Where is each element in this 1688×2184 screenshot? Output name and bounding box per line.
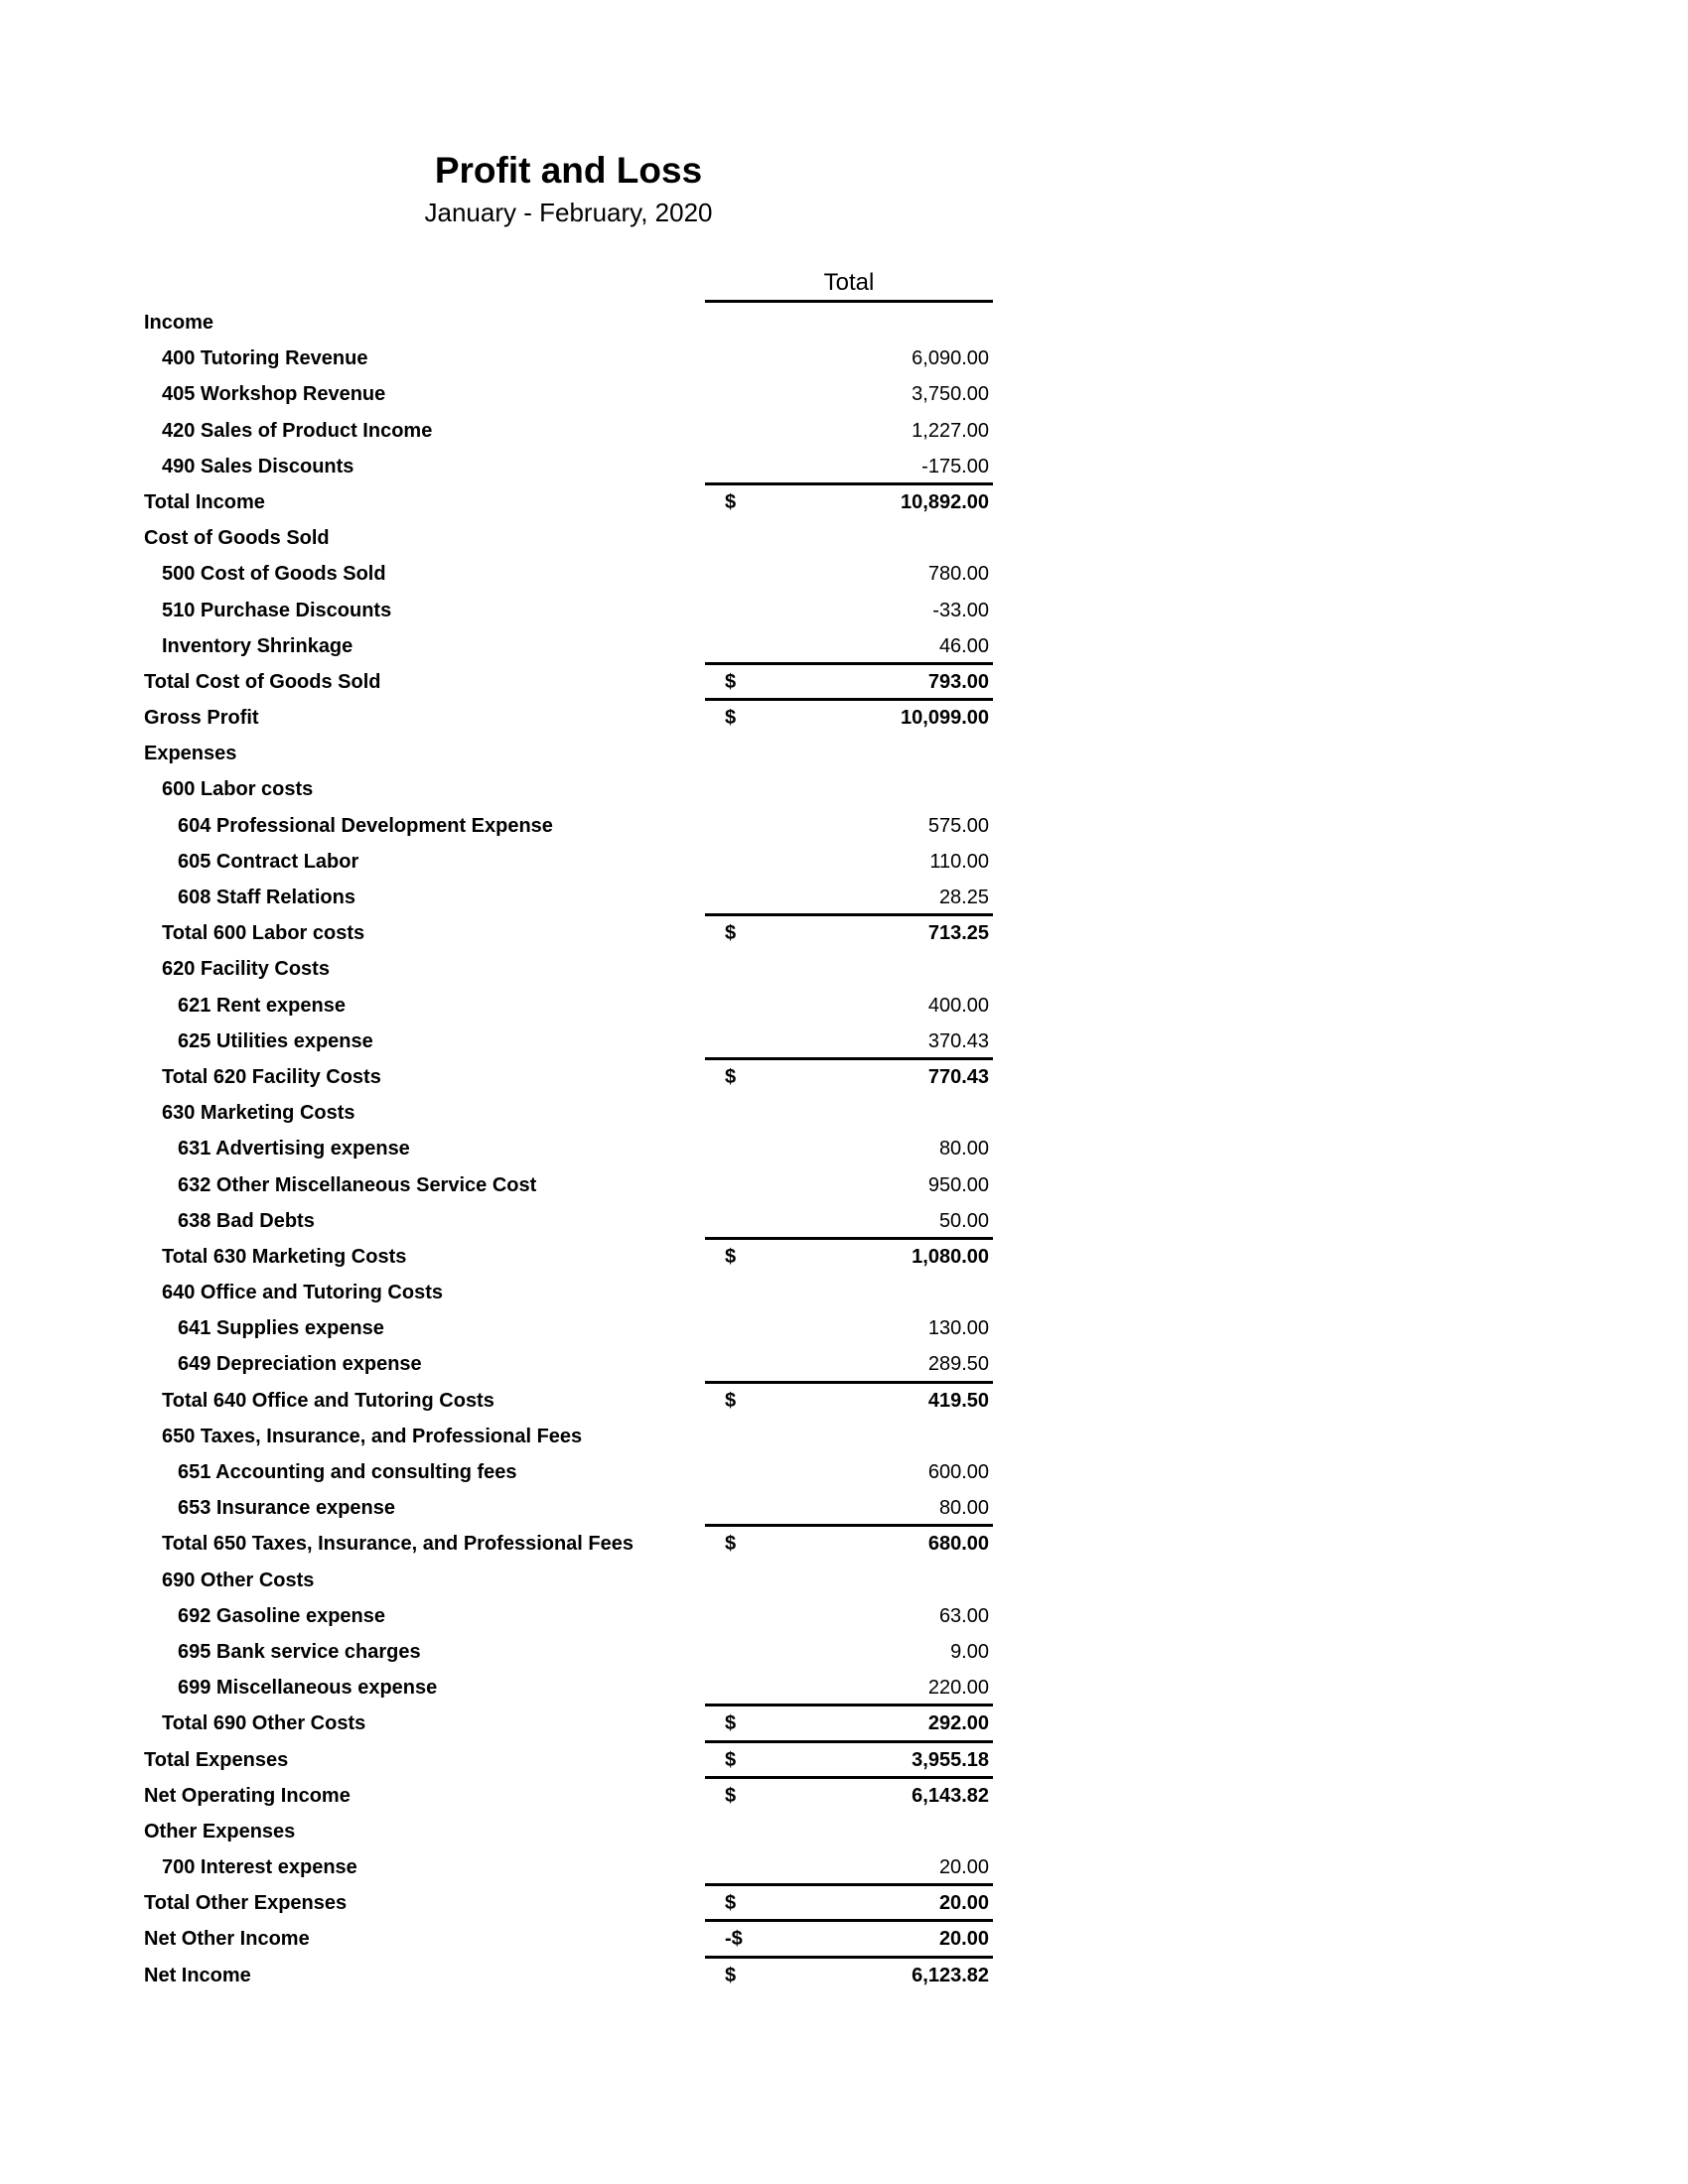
row-amount: 6,143.82 (912, 1784, 989, 1807)
account-row (0, 1667, 1688, 1703)
total-row (0, 697, 1688, 733)
currency-symbol: $ (725, 1892, 737, 1915)
row-amount: 713.25 (927, 922, 989, 945)
account-row (0, 446, 1688, 481)
account-row (0, 877, 1688, 912)
row-amount: 20.00 (938, 1928, 989, 1951)
row-amount: 3,750.00 (912, 383, 989, 406)
section-header-row (0, 517, 1688, 553)
row-amount: 419.50 (927, 1389, 989, 1412)
row-label: 604 Professional Development Expense (178, 814, 553, 837)
row-label: 608 Staff Relations (178, 887, 355, 908)
report-table (0, 260, 1688, 1990)
row-label: 632 Other Miscellaneous Service Cost (178, 1173, 537, 1196)
total-row (0, 912, 1688, 948)
section-header-row (0, 1092, 1688, 1128)
account-row (0, 1487, 1688, 1523)
row-label: 700 Interest expense (162, 1856, 357, 1879)
currency-symbol: $ (725, 1964, 737, 1986)
row-amount: 780.00 (927, 563, 989, 586)
total-row (0, 1918, 1688, 1954)
currency-symbol: $ (725, 922, 737, 945)
section-header-row (0, 1272, 1688, 1307)
row-amount: 80.00 (938, 1138, 989, 1160)
section-header-row (0, 768, 1688, 804)
currency-symbol: $ (725, 490, 737, 513)
total-row (0, 1739, 1688, 1775)
row-label: 621 Rent expense (178, 994, 346, 1017)
account-row (0, 625, 1688, 661)
total-row (0, 1523, 1688, 1559)
account-row (0, 841, 1688, 877)
row-amount: 46.00 (938, 634, 989, 657)
total-row (0, 1380, 1688, 1416)
row-label: 620 Facility Costs (162, 958, 330, 981)
row-label: Cost of Goods Sold (144, 527, 330, 550)
report-title: Profit and Loss (434, 150, 703, 191)
account-row (0, 553, 1688, 589)
account-row (0, 1021, 1688, 1056)
report-period: January - February, 2020 (424, 198, 713, 227)
row-amount: 770.43 (927, 1065, 989, 1088)
row-label: 699 Miscellaneous expense (178, 1677, 438, 1700)
total-row (0, 1775, 1688, 1811)
currency-symbol: $ (725, 1748, 737, 1771)
row-amount: 50.00 (938, 1209, 989, 1232)
row-label: Inventory Shrinkage (162, 634, 353, 657)
row-label: 650 Taxes, Insurance, and Professional Fees (162, 1425, 583, 1447)
row-amount: 10,099.00 (901, 707, 989, 730)
account-row (0, 1846, 1688, 1882)
row-amount: 20.00 (938, 1856, 989, 1879)
row-label: 653 Insurance expense (178, 1497, 396, 1520)
row-label: Other Expenses (144, 1820, 296, 1843)
currency-symbol: $ (725, 1389, 737, 1412)
account-row (0, 805, 1688, 841)
row-label: 630 Marketing Costs (162, 1102, 355, 1125)
row-amount: -175.00 (921, 455, 989, 478)
row-amount: 1,080.00 (912, 1245, 989, 1268)
section-header-row (0, 1560, 1688, 1595)
row-label: Total 620 Facility Costs (162, 1065, 381, 1088)
row-amount: 1,227.00 (912, 419, 989, 442)
row-amount: 793.00 (927, 670, 989, 693)
row-label: 638 Bad Debts (178, 1209, 315, 1232)
account-row (0, 1595, 1688, 1631)
row-label: 640 Office and Tutoring Costs (162, 1282, 443, 1304)
total-row (0, 1882, 1688, 1918)
currency-symbol: $ (725, 1245, 737, 1268)
row-label: 651 Accounting and consulting fees (178, 1461, 517, 1483)
row-label: 695 Bank service charges (178, 1640, 421, 1663)
row-label: Gross Profit (144, 707, 259, 730)
row-label: 600 Labor costs (162, 778, 314, 801)
row-label: 500 Cost of Goods Sold (162, 563, 386, 586)
row-amount: 80.00 (938, 1497, 989, 1520)
row-amount: 20.00 (938, 1892, 989, 1915)
row-amount: 6,090.00 (912, 347, 989, 370)
row-label: Total Cost of Goods Sold (144, 670, 381, 693)
row-label: 605 Contract Labor (178, 850, 359, 873)
row-label: Total 600 Labor costs (162, 922, 365, 945)
account-row (0, 1200, 1688, 1236)
total-row (0, 1236, 1688, 1272)
row-label: Total Income (144, 490, 265, 513)
row-amount: 600.00 (927, 1461, 989, 1483)
row-label: 510 Purchase Discounts (162, 599, 392, 621)
row-label: 690 Other Costs (162, 1569, 315, 1591)
account-row (0, 1128, 1688, 1163)
row-label: 490 Sales Discounts (162, 455, 354, 478)
row-amount: 9.00 (950, 1640, 989, 1663)
account-row (0, 1631, 1688, 1667)
row-label: Total 650 Taxes, Insurance, and Professional Fees (162, 1533, 633, 1556)
currency-symbol: $ (725, 1065, 737, 1088)
row-label: Total 640 Office and Tutoring Costs (162, 1389, 494, 1412)
row-amount: 400.00 (927, 994, 989, 1017)
account-row (0, 1451, 1688, 1487)
account-row (0, 338, 1688, 373)
section-header-row (0, 948, 1688, 984)
currency-symbol: -$ (725, 1928, 743, 1951)
row-label: 400 Tutoring Revenue (162, 347, 368, 370)
row-label: Net Income (144, 1964, 251, 1986)
total-row (0, 1056, 1688, 1092)
row-label: 649 Depreciation expense (178, 1353, 422, 1376)
row-amount: 110.00 (929, 850, 989, 873)
row-label: 631 Advertising expense (178, 1138, 410, 1160)
row-amount: 63.00 (938, 1604, 989, 1627)
row-label: Income (144, 312, 214, 334)
row-label: Expenses (144, 743, 237, 765)
account-row (0, 1164, 1688, 1200)
row-label: Total Other Expenses (144, 1892, 348, 1915)
row-label: Total 690 Other Costs (162, 1712, 366, 1735)
row-label: Net Operating Income (144, 1784, 351, 1807)
currency-symbol: $ (725, 1533, 737, 1556)
account-row (0, 1307, 1688, 1343)
row-amount: 28.25 (938, 887, 989, 908)
currency-symbol: $ (725, 707, 737, 730)
account-row (0, 410, 1688, 446)
row-amount: 289.50 (927, 1353, 989, 1376)
account-row (0, 1343, 1688, 1379)
report-rows (0, 302, 1688, 1990)
row-label: Net Other Income (144, 1928, 310, 1951)
section-header-row (0, 1416, 1688, 1451)
column-header-total: Total (823, 269, 875, 296)
row-amount: 292.00 (927, 1712, 989, 1735)
row-amount: 370.43 (927, 1029, 989, 1052)
row-label: 641 Supplies expense (178, 1317, 384, 1340)
row-amount: 220.00 (927, 1677, 989, 1700)
section-header-row (0, 302, 1688, 338)
row-label: Total 630 Marketing Costs (162, 1245, 407, 1268)
row-label: 405 Workshop Revenue (162, 383, 386, 406)
currency-symbol: $ (725, 1784, 737, 1807)
row-amount: 575.00 (927, 814, 989, 837)
total-row (0, 1955, 1688, 1990)
currency-symbol: $ (725, 670, 737, 693)
row-label: Total Expenses (144, 1748, 289, 1771)
row-label: 625 Utilities expense (178, 1029, 373, 1052)
row-amount: 130.00 (927, 1317, 989, 1340)
account-row (0, 373, 1688, 409)
account-row (0, 985, 1688, 1021)
currency-symbol: $ (725, 1712, 737, 1735)
total-row (0, 481, 1688, 517)
row-amount: 950.00 (927, 1173, 989, 1196)
row-amount: -33.00 (932, 599, 989, 621)
row-amount: 6,123.82 (912, 1964, 989, 1986)
row-amount: 3,955.18 (912, 1748, 989, 1771)
total-row (0, 1703, 1688, 1738)
account-row (0, 590, 1688, 625)
report-header (0, 149, 1137, 230)
row-label: 420 Sales of Product Income (162, 419, 433, 442)
total-row (0, 661, 1688, 697)
column-header (0, 260, 1688, 302)
section-header-row (0, 733, 1688, 768)
row-amount: 680.00 (927, 1533, 989, 1556)
row-label: 692 Gasoline expense (178, 1604, 386, 1627)
section-header-row (0, 1811, 1688, 1846)
row-amount: 10,892.00 (901, 490, 989, 513)
